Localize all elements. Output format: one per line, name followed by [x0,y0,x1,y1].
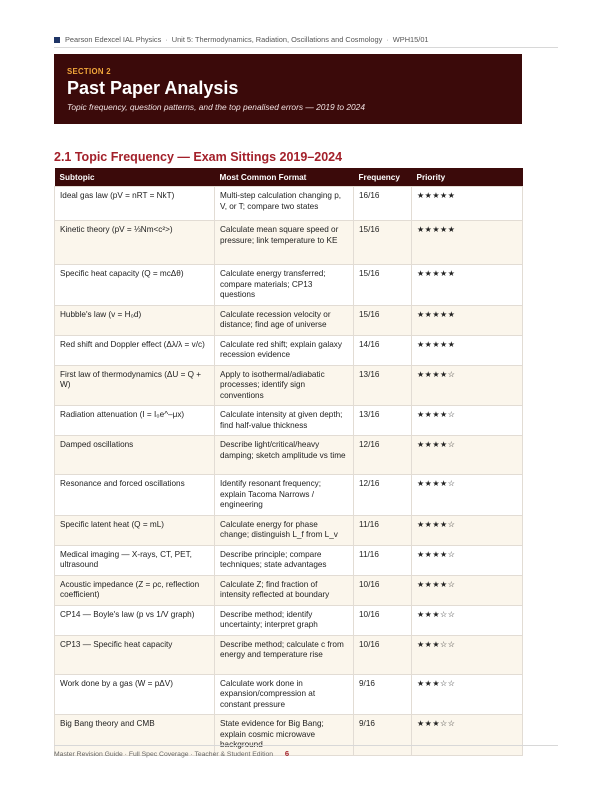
table-row [55,365,523,406]
column-header-subtopic: Subtopic [55,168,215,187]
cell-priority: ★★★☆☆ [412,674,523,715]
cell-subtopic: Ideal gas law (pV = nRT = NkT) [55,187,215,221]
footer-coverage: Full Spec Coverage [128,751,189,758]
cell-subtopic: CP13 — Specific heat capacity [55,635,215,674]
cell-format: Describe method; identify uncertainty; interpret graph [215,605,354,635]
cell-subtopic: Specific latent heat (Q = mL) [55,515,215,545]
cell-subtopic: Hubble's law (v = H₀d) [55,305,215,335]
cell-format: Calculate red shift; explain galaxy recession evidence [215,335,354,365]
table-row [55,475,523,516]
cell-priority: ★★★★★ [412,265,523,306]
section-banner [54,54,522,124]
cell-priority: ★★★★☆ [412,436,523,475]
cell-format: State evidence for Big Bang; explain cosmic microwave background [215,715,354,756]
cell-priority: ★★★★☆ [412,475,523,516]
cell-subtopic: Medical imaging — X-rays, CT, PET, ultrasound [55,545,215,575]
section-label: SECTION 2 [67,67,111,76]
cell-priority: ★★★★★ [412,187,523,221]
cell-format: Calculate Z; find fraction of intensity reflected at boundary [215,575,354,605]
table-row [55,436,523,475]
cell-format: Calculate energy for phase change; distinguish L_f from L_v [215,515,354,545]
column-header-frequency: Frequency [354,168,412,187]
cell-subtopic: Damped oscillations [55,436,215,475]
cell-format: Apply to isothermal/adiabatic processes; identify sign conventions [215,365,354,406]
cell-format: Describe principle; compare techniques; state advantages [215,545,354,575]
cell-frequency: 12/16 [354,475,412,516]
table-row [55,545,523,575]
header-code: WPH15/01 [392,35,429,44]
cell-priority: ★★★★☆ [412,515,523,545]
cell-frequency: 11/16 [354,545,412,575]
cell-priority: ★★★★☆ [412,575,523,605]
cell-frequency: 12/16 [354,436,412,475]
running-footer [54,745,558,758]
cell-priority: ★★★★★ [412,335,523,365]
cell-format: Identify resonant frequency; explain Tacoma Narrows / engineering [215,475,354,516]
cell-priority: ★★★☆☆ [412,635,523,674]
table-row [55,187,523,221]
table-row [55,305,523,335]
table-row [55,406,523,436]
header-separator: · [386,35,389,44]
cell-format: Calculate mean square speed or pressure; link temperature to KE [215,221,354,265]
table-row [55,674,523,715]
cell-priority: ★★★★★ [412,305,523,335]
cell-frequency: 10/16 [354,635,412,674]
cell-frequency: 10/16 [354,575,412,605]
footer-edition: Teacher & Student Edition [194,751,274,758]
page-subtitle: Topic frequency, question patterns, and the top penalised errors — 2019 to 2024 [67,102,365,112]
table-row [55,515,523,545]
cell-frequency: 11/16 [354,515,412,545]
table-row [55,221,523,265]
cell-frequency: 14/16 [354,335,412,365]
cell-format: Describe light/critical/heavy damping; sketch amplitude vs time [215,436,354,475]
cell-frequency: 9/16 [354,715,412,756]
cell-subtopic: Red shift and Doppler effect (Δλ/λ = v/c) [55,335,215,365]
cell-format: Multi-step calculation changing p, V, or T; compare two states [215,187,354,221]
cell-frequency: 15/16 [354,221,412,265]
cell-frequency: 15/16 [354,265,412,306]
footer-guide: Master Revision Guide [54,751,123,758]
table-header-row [55,168,523,187]
cell-frequency: 13/16 [354,406,412,436]
cell-frequency: 10/16 [354,605,412,635]
page-title: Past Paper Analysis [67,78,239,98]
table-row [55,635,523,674]
cell-frequency: 13/16 [354,365,412,406]
column-header-format: Most Common Format [215,168,354,187]
column-header-priority: Priority [412,168,523,187]
cell-subtopic: Work done by a gas (W = pΔV) [55,674,215,715]
cell-format: Calculate energy transferred; compare materials; CP13 questions [215,265,354,306]
cell-format: Describe method; calculate c from energy and temperature rise [215,635,354,674]
footer-separator: · [124,751,127,758]
cell-subtopic: Resonance and forced oscillations [55,475,215,516]
cell-priority: ★★★★☆ [412,545,523,575]
cell-subtopic: Radiation attenuation (I = I₀e^–μx) [55,406,215,436]
header-course: Pearson Edexcel IAL Physics [65,35,162,44]
page-number: 6 [284,749,290,758]
cell-subtopic: CP14 — Boyle's law (p vs 1/V graph) [55,605,215,635]
topic-frequency-table [54,168,523,756]
section-heading: 2.1 Topic Frequency — Exam Sittings 2019–2024 [54,150,343,164]
header-separator: · [165,35,168,44]
cell-subtopic: Specific heat capacity (Q = mcΔθ) [55,265,215,306]
table-row [55,575,523,605]
cell-priority: ★★★★☆ [412,406,523,436]
header-unit: Unit 5: Thermodynamics, Radiation, Oscillations and Cosmology [171,35,383,44]
running-header [54,35,558,48]
table-row [55,335,523,365]
cell-format: Calculate intensity at given depth; find half-value thickness [215,406,354,436]
cell-subtopic: Kinetic theory (pV = ⅓Nm<c²>) [55,221,215,265]
cell-frequency: 9/16 [354,674,412,715]
cell-subtopic: Acoustic impedance (Z = ρc, reflection coefficient) [55,575,215,605]
table-row [55,265,523,306]
cell-priority: ★★★★☆ [412,365,523,406]
cell-subtopic: Big Bang theory and CMB [55,715,215,756]
cell-priority: ★★★☆☆ [412,715,523,756]
cell-priority: ★★★☆☆ [412,605,523,635]
cell-subtopic: First law of thermodynamics (ΔU = Q + W) [55,365,215,406]
header-square-icon [54,37,60,43]
cell-frequency: 16/16 [354,187,412,221]
cell-frequency: 15/16 [354,305,412,335]
cell-priority: ★★★★★ [412,221,523,265]
footer-separator: · [190,751,193,758]
cell-format: Calculate recession velocity or distance; find age of universe [215,305,354,335]
table-row [55,605,523,635]
cell-format: Calculate work done in expansion/compression at constant pressure [215,674,354,715]
